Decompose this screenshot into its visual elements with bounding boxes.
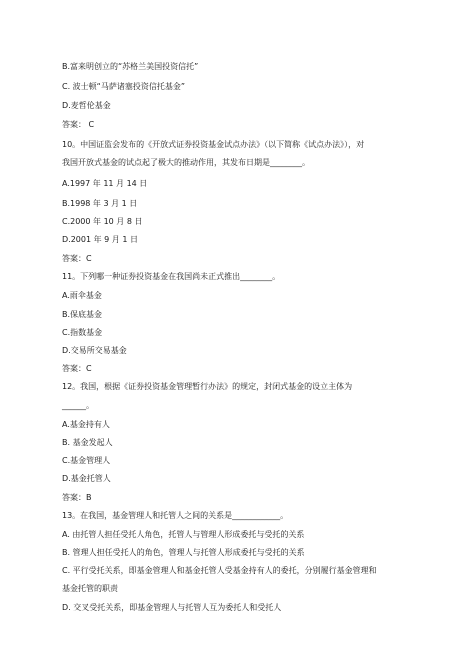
option-10d: D.2001 年 9 月 1 日 — [62, 235, 138, 244]
option-11c: C.指数基金 — [62, 328, 103, 337]
option-13c-line-2: 基金托管的职责 — [62, 584, 118, 593]
question-12-line-2: ______。 — [62, 401, 94, 410]
question-11: 11。下列哪一种证券投资基金在我国尚未正式推出________。 — [62, 272, 281, 281]
option-10c: C.2000 年 10 月 8 日 — [62, 217, 143, 226]
option-12c: C.基金管理人 — [62, 456, 111, 465]
option-13b: B. 管理人担任受托人的角色，管理人与托管人形成委托与受托的关系 — [62, 548, 305, 557]
answer-12: 答案：B — [62, 493, 92, 502]
question-13: 13。在我国，基金管理人和托管人之间的关系是____________。 — [62, 511, 289, 520]
answer-11: 答案：C — [62, 364, 92, 373]
question-10-line-2: 我国开放式基金的试点起了极大的推动作用，其发布日期是________。 — [62, 158, 310, 167]
question-12-line-1: 12。我国，根据《证券投资基金管理暂行办法》的规定，封闭式基金的设立主体为 — [62, 382, 353, 391]
option-13c-line-1: C. 平行受托关系，即基金管理人和基金托管人受基金持有人的委托，分别履行基金管理和 — [62, 566, 377, 575]
option-10a: A.1997 年 11 月 14 日 — [62, 179, 148, 188]
option-9d: D.麦哲伦基金 — [62, 101, 111, 110]
option-11a: A.雨伞基金 — [62, 291, 102, 300]
option-11d: D.交易所交易基金 — [62, 346, 127, 355]
option-13a: A. 由托管人担任受托人角色，托管人与管理人形成委托与受托的关系 — [62, 530, 305, 539]
option-9c: C. 波士顿“马萨诸塞投资信托基金” — [62, 82, 185, 91]
option-11b: B.保底基金 — [62, 310, 103, 319]
answer-10: 答案：C — [62, 254, 92, 263]
option-10b: B.1998 年 3 月 1 日 — [62, 199, 138, 208]
option-13d: D. 交叉受托关系，即基金管理人与托管人互为委托人和受托人 — [62, 603, 282, 612]
option-9b: B.富来明创立的“苏格兰美国投资信托” — [62, 62, 199, 71]
option-12b: B. 基金发起人 — [62, 438, 113, 447]
option-12a: A.基金持有人 — [62, 420, 110, 429]
question-10-line-1: 10。中国证监会发布的《开放式证券投资基金试点办法》（以下简称《试点办法》），对 — [62, 140, 365, 149]
answer-9: 答案： C — [62, 120, 95, 129]
option-12d: D.基金托管人 — [62, 474, 111, 483]
